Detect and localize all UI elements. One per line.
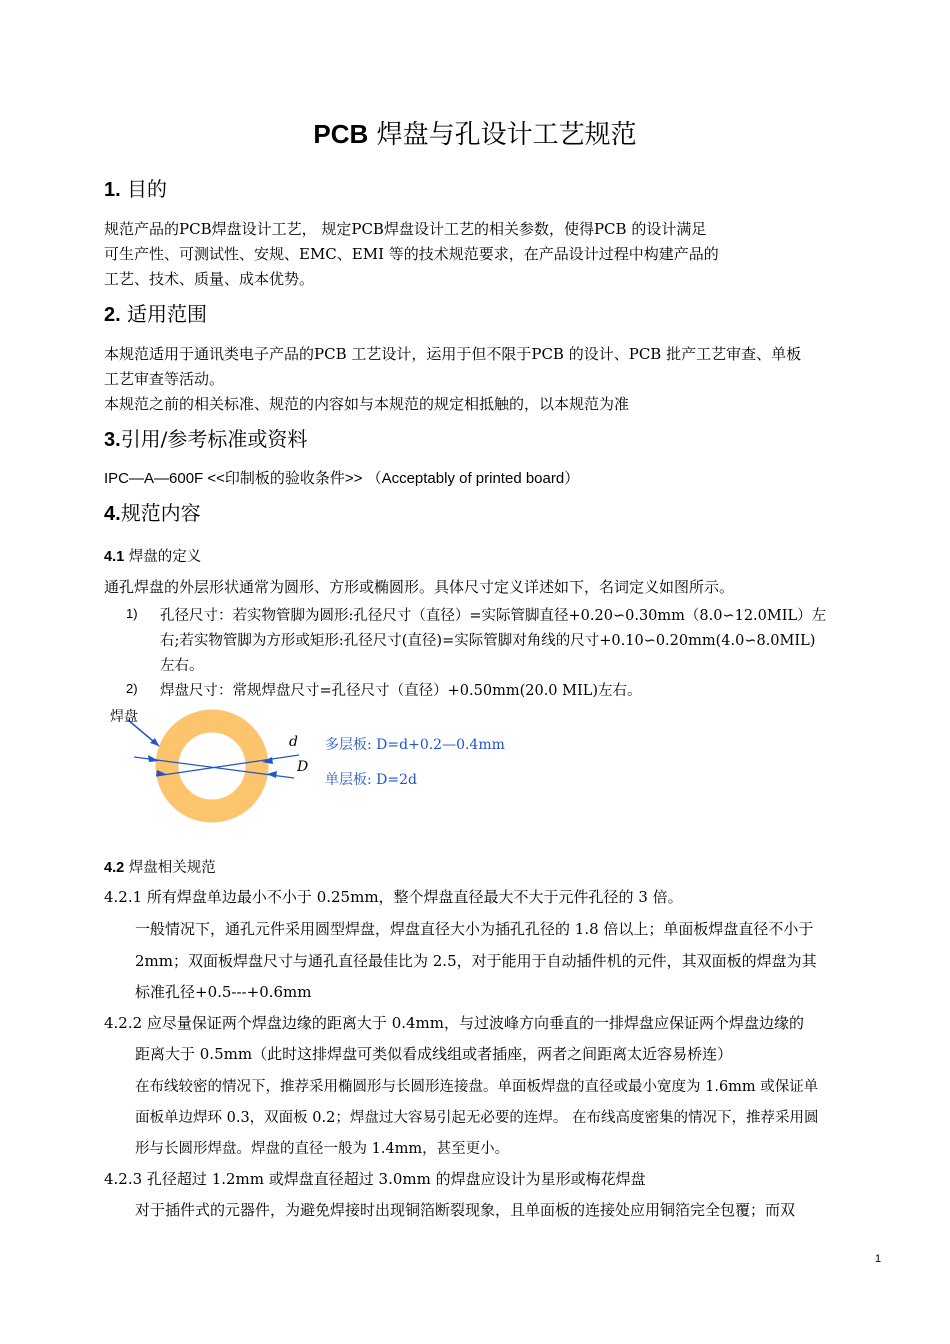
title-cjk: 焊盘与孔设计工艺规范 (368, 120, 637, 150)
section-4-2-line: 对于插件式的元器件，为避免焊接时出现铜箔断裂现象，且单面板的连接处应用铜箔完全包覆；而双 (135, 1201, 796, 1219)
section-1-line: 可生产性、可测试性、安规、EMC、EMI 等的技术规范要求，在产品设计过程中构建产品的 (104, 245, 719, 263)
figure-formula-multilayer: 多层板: D=d+0.2—0.4mm (325, 737, 505, 753)
section-4-2-line: 标准孔径+0.5---+0.6mm (135, 983, 312, 1001)
list-item-line: 焊盘尺寸：常规焊盘尺寸=孔径尺寸（直径）+0.50mm(20.0 MIL)左右。 (160, 683, 642, 699)
section-4-2-line: 形与长圆形焊盘。焊盘的直径一般为 1.4mm，甚至更小。 (135, 1141, 510, 1157)
section-3-reference: IPC—A—600F <<印制板的验收条件>> （Acceptably of printed board） (104, 470, 580, 487)
section-4-2-line: 面板单边焊环 0.3，双面板 0.2；焊盘过大容易引起无必要的连焊。 在布线高度密集的情况下，推荐采用圆 (135, 1110, 819, 1126)
title-latin: PCB (313, 119, 369, 149)
section-1-line: 规范产品的PCB焊盘设计工艺， 规定PCB焊盘设计工艺的相关参数，使得PCB 的设计满足 (104, 220, 707, 238)
pad-ring (167, 721, 257, 811)
list-item-line: 左右。 (160, 658, 204, 674)
section-2-line: 本规范之前的相关标准、规范的内容如与本规范的规定相抵触的，以本规范为准 (104, 395, 630, 413)
list-item-line: 右;若实物管脚为方形或矩形:孔径尺寸(直径)=实际管脚对角线的尺寸+0.10∽0.20mm(4.0∽8.0MIL) (160, 633, 816, 649)
section-4-2-line: 4.2.2 应尽量保证两个焊盘边缘的距离大于 0.4mm，与过波峰方向垂直的一排焊盘应保证两个焊盘边缘的 (104, 1014, 805, 1032)
list-item-number: 2) (126, 681, 138, 696)
figure-label-d: d (289, 734, 298, 750)
section-2-line: 工艺审查等活动。 (104, 370, 225, 388)
section-4-2-line: 2mm；双面板焊盘尺寸与通孔直径最佳比为 2.5，对于能用于自动插件机的元件，其双面板的焊盘为其 (135, 952, 817, 970)
section-4-2-line: 距离大于 0.5mm（此时这排焊盘可类似看成线组或者插座，两者之间距离太近容易桥连） (135, 1045, 733, 1063)
section-1-heading: 1. 目的 (104, 177, 168, 201)
section-4-heading: 4.规范内容 (104, 501, 201, 525)
figure-label-pad: 焊盘 (110, 709, 138, 725)
section-4-1-heading: 4.1 焊盘的定义 (104, 549, 202, 565)
list-item-line: 孔径尺寸：若实物管脚为圆形:孔径尺寸（直径）=实际管脚直径+0.20∽0.30mm（8.0∽12.0MIL）左 (160, 608, 827, 624)
section-4-2-line: 4.2.3 孔径超过 1.2mm 或焊盘直径超过 3.0mm 的焊盘应设计为星形或梅花焊盘 (104, 1170, 646, 1188)
section-2-line: 本规范适用于通讯类电子产品的PCB 工艺设计，运用于但不限于PCB 的设计、PCB 批产工艺审查、单板 (104, 345, 802, 363)
section-4-2-heading: 4.2 焊盘相关规范 (104, 860, 216, 876)
page-title (0, 114, 950, 151)
section-4-2-line: 一般情况下，通孔元件采用圆型焊盘，焊盘直径大小为插孔孔径的 1.8 倍以上；单面板焊盘直径不小于 (135, 920, 814, 938)
section-2-heading: 2. 适用范围 (104, 302, 208, 326)
figure-label-D: D (297, 759, 309, 775)
section-4-1-intro: 通孔焊盘的外层形状通常为圆形、方形或椭圆形。具体尺寸定义详述如下，名词定义如图所示。 (104, 578, 735, 596)
section-4-2-line: 在布线较密的情况下，推荐采用椭圆形与长圆形连接盘。单面板焊盘的直径或最小宽度为 1.6mm 或保证单 (135, 1079, 819, 1095)
page-number: 1 (875, 1253, 882, 1265)
pad-diagram (104, 702, 524, 830)
dimension-arrow (267, 771, 277, 778)
figure-formula-singlelayer: 单层板: D=2d (325, 772, 417, 788)
section-1-line: 工艺、技术、质量、成本优势。 (104, 270, 315, 288)
list-item-number: 1) (126, 606, 138, 621)
section-3-heading: 3.引用/参考标准或资料 (104, 427, 308, 451)
section-4-2-line: 4.2.1 所有焊盘单边最小不小于 0.25mm，整个焊盘直径最大不大于元件孔径的 3 倍。 (104, 888, 683, 906)
